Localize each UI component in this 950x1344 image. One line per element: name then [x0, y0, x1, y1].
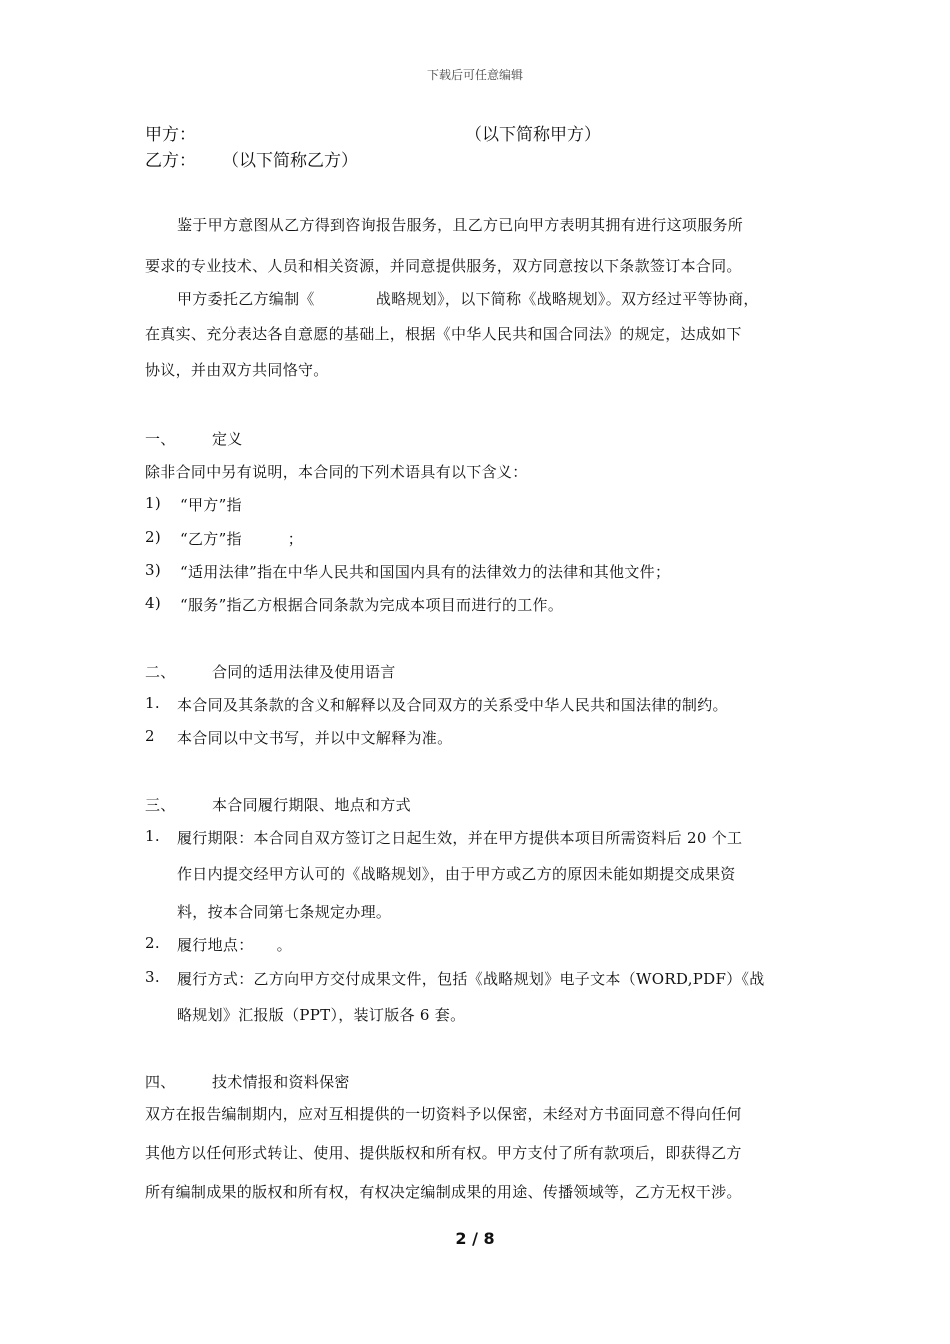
list-item-line: 履行期限：本合同自双方签订之日起生效，并在甲方提供本项目所需资料后 20 个工: [177, 829, 743, 847]
list-item: “服务”指乙方根据合同条款为完成本项目而进行的工作。: [180, 596, 564, 614]
page-header: 下载后可任意编辑: [426, 68, 523, 82]
list-item: 本合同及其条款的含义和解释以及合同双方的关系受中华人民共和国法律的制约。: [177, 696, 728, 714]
intro-paragraph-line: 鉴于甲方意图从乙方得到咨询报告服务，且乙方已向甲方表明其拥有进行这项服务所: [177, 216, 744, 234]
intro-paragraph-line: 协议，并由双方共同恪守。: [145, 361, 329, 379]
section-number: 四、: [145, 1073, 176, 1091]
party-b-label: 乙方：: [145, 151, 196, 171]
list-item: “甲方”指: [180, 496, 242, 514]
intro-paragraph-line: 要求的专业技术、人员和相关资源，并同意提供服务，双方同意按以下条款签订本合同。: [145, 257, 742, 275]
list-item-number: 3.: [145, 968, 160, 986]
paragraph-line: 所有编制成果的版权和所有权，有权决定编制成果的用途、传播领域等，乙方无权干涉。: [145, 1183, 742, 1201]
list-item-number: 3): [145, 561, 161, 579]
list-item: “乙方”指 ；: [180, 530, 304, 548]
list-item: “适用法律”指在中华人民共和国国内具有的法律效力的法律和其他文件；: [180, 563, 671, 581]
list-item-number: 2.: [145, 934, 160, 952]
list-item-line: 履行方式：乙方向甲方交付成果文件，包括《战略规划》电子文本（WORD,PDF）《战: [177, 970, 765, 988]
list-item-number: 2: [145, 727, 155, 745]
party-a-label: 甲方：: [145, 125, 196, 145]
list-item-number: 1.: [145, 827, 160, 845]
party-a-abbr: （以下简称甲方）: [465, 125, 601, 145]
paragraph-line: 其他方以任何形式转让、使用、提供版权和所有权。甲方支付了所有款项后，即获得乙方: [145, 1144, 742, 1162]
section-number: 三、: [145, 796, 176, 814]
list-item: 履行地点： 。: [177, 936, 292, 954]
list-item-number: 4): [145, 594, 161, 612]
list-item-number: 1.: [145, 694, 160, 712]
list-item-number: 1): [145, 494, 161, 512]
list-item-line: 料，按本合同第七条规定办理。: [177, 903, 392, 921]
list-item: 本合同以中文书写，并以中文解释为准。: [177, 729, 453, 747]
intro-paragraph-line: 甲方委托乙方编制《 战略规划》，以下简称《战略规划》。双方经过平等协商，: [177, 290, 759, 308]
list-item-number: 2): [145, 528, 161, 546]
section-title-confidentiality: 技术情报和资料保密: [212, 1073, 350, 1091]
section-title-law-language: 合同的适用法律及使用语言: [212, 663, 396, 681]
section-number: 二、: [145, 663, 176, 681]
intro-paragraph-line: 在真实、充分表达各自意愿的基础上，根据《中华人民共和国合同法》的规定，达成如下: [145, 325, 742, 343]
paragraph-line: 双方在报告编制期内，应对互相提供的一切资料予以保密，未经对方书面同意不得向任何: [145, 1105, 742, 1123]
section-title-performance: 本合同履行期限、地点和方式: [212, 796, 411, 814]
section-lead: 除非合同中另有说明，本合同的下列术语具有以下含义：: [145, 463, 528, 481]
page-number: 2 / 8: [455, 1229, 495, 1248]
party-b-abbr: （以下简称乙方）: [222, 151, 358, 171]
list-item-line: 作日内提交经甲方认可的《战略规划》，由于甲方或乙方的原因未能如期提交成果资: [177, 865, 736, 883]
list-item-line: 略规划》汇报版（PPT），装订版各 6 套。: [177, 1006, 466, 1024]
section-number: 一、: [145, 430, 176, 448]
section-title-definitions: 定义: [212, 430, 243, 448]
